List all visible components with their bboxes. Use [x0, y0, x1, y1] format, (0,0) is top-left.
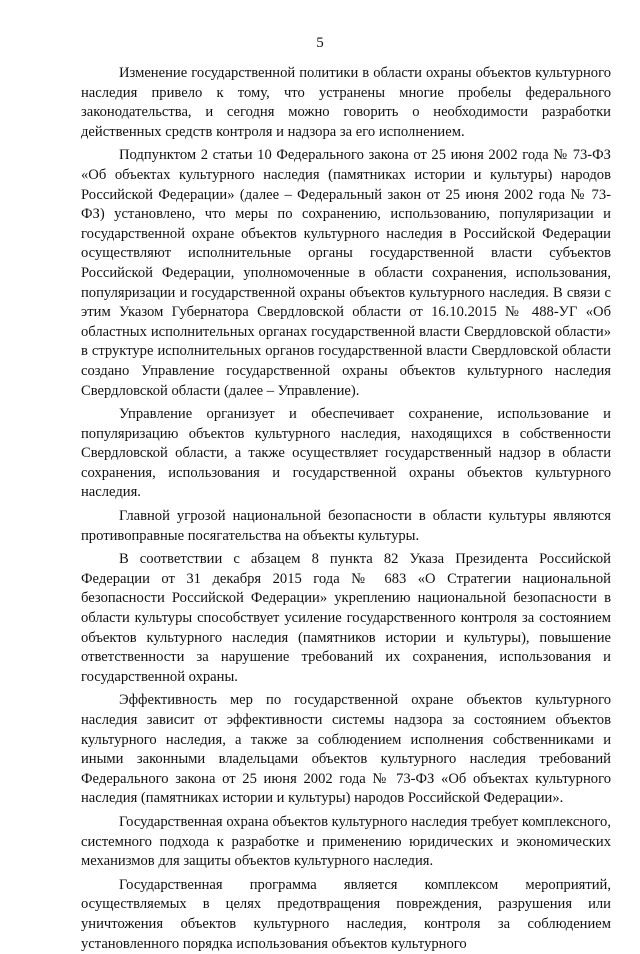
- paragraph-national-security-strategy: В соответствии с абзацем 8 пункта 82 Указа Президента Российской Федерации от 31 декабря 2015 года № 683 «О Стратегии национальной безопасности Российской Федерации» укреплению национальной безопасности в области культуры способствует усиление государственного контроля за состоянием объектов культурного наследия (памятников истории и культуры), повышение ответственности за нарушение требований их сохранения, использования и государственной охраны.: [81, 551, 611, 685]
- paragraph-supervision-effectiveness: Эффективность мер по государственной охране объектов культурного наследия зависит от эффективности системы надзора за состоянием объектов культурного наследия, а также за соблюдением исполнения собственниками и иными законными владельцами объектов культурного наследия требований Федерального закона от 25 июня 2002 года № 73-ФЗ «Об объектах культурного наследия (памятниках истории и культуры) народов Российской Федерации».: [81, 692, 611, 807]
- paragraph-federal-law: Подпунктом 2 статьи 10 Федерального закона от 25 июня 2002 года № 73-ФЗ «Об объектах культурного наследия (памятниках истории и культуры) народов Российской Федерации» (далее – Федеральный закон от 25 июня 2002 года № 73-ФЗ) установлено, что меры по сохранению, использованию, популяризации и государственной охране объектов культурного наследия в Российской Федерации осуществляют исполнительные органы государственной власти субъектов Российской Федерации, уполномоченные в области сохранения, использования, популяризации и государственной охраны объектов культурного наследия. В связи с этим Указом Губернатора Свердловской области от 16.10.2015 № 488-УГ «Об областных исполнительных органах государственной власти Свердловской области» в структуре исполнительных органов государственной власти Свердловской области создано Управление государственной охраны объектов культурного наследия Свердловской области (далее – Управление).: [81, 147, 611, 399]
- page-number: 5: [316, 35, 324, 51]
- paragraph-state-program: Государственная программа является комплексом мероприятий, осуществляемых в целях предотвращения повреждения, разрушения или уничтожения объектов культурного наследия, контроля за соблюдением установленного порядка использования объектов культурного: [81, 876, 611, 952]
- paragraph-heritage-policy: Изменение государственной политики в области охраны объектов культурного наследия привело к тому, что устранены многие пробелы федерального законодательства, и сегодня можно говорить о необходимости разработки действенных средств контроля и надзора за его исполнением.: [81, 65, 611, 140]
- paragraph-department-functions: Управление организует и обеспечивает сохранение, использование и популяризацию объектов культурного наследия, находящихся в собственности Свердловской области, а также осуществляет государственный надзор в области сохранения, использования и государственной охраны объектов культурного наследия.: [81, 406, 611, 501]
- paragraph-comprehensive-approach: Государственная охрана объектов культурного наследия требует комплексного, системного подхода к разработке и применению юридических и экономических механизмов для защиты объектов культурного наследия.: [81, 813, 611, 870]
- document-body: [81, 64, 611, 954]
- paragraph-security-threat: Главной угрозой национальной безопасности в области культуры являются противоправные посягательства на объекты культуры.: [81, 508, 611, 544]
